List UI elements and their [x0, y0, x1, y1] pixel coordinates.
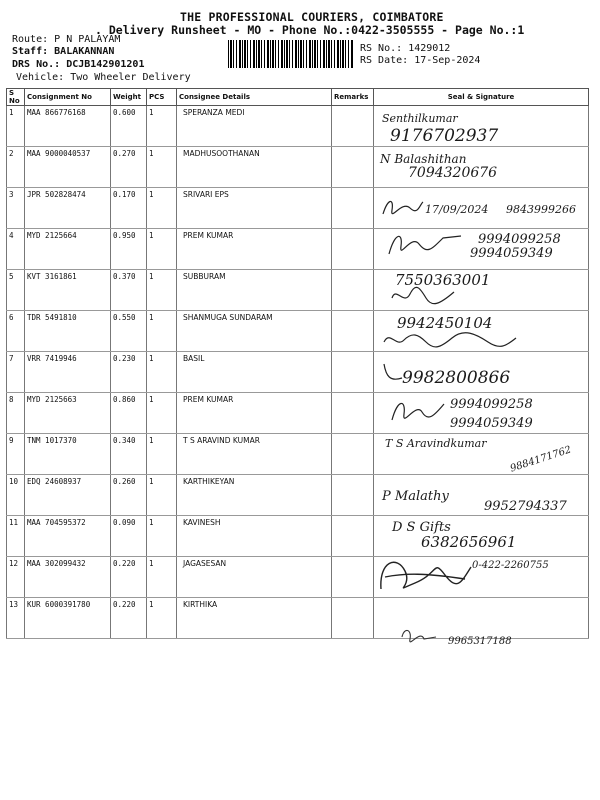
row-consignment-no: MYD 2125663 — [25, 393, 111, 434]
row-pcs: 1 — [147, 147, 177, 188]
table-row — [7, 270, 589, 311]
row-remarks — [332, 311, 374, 352]
scribble-signature — [385, 228, 465, 262]
row-remarks — [332, 229, 374, 270]
vehicle-label: Vehicle: — [16, 72, 65, 83]
route-label: Route: — [12, 34, 49, 45]
row-sno: 3 — [7, 188, 25, 229]
row-sno: 4 — [7, 229, 25, 270]
scribble-signature — [388, 396, 448, 426]
row-sno: 10 — [7, 475, 25, 516]
row-consignee: MADHUSOOTHANAN — [177, 147, 332, 188]
row-sno: 11 — [7, 516, 25, 557]
row-weight: 0.370 — [111, 270, 147, 311]
col-weight: Weight — [111, 89, 147, 106]
row-remarks — [332, 557, 374, 598]
row-remarks — [332, 434, 374, 475]
row-consignee: PREM KUMAR — [177, 393, 332, 434]
row-consignee: SRIVARI EPS — [177, 188, 332, 229]
handwritten-phone: 9994059349 — [470, 246, 553, 261]
staff-line — [12, 46, 114, 57]
row-sno: 13 — [7, 598, 25, 639]
row-weight: 0.600 — [111, 106, 147, 147]
row-weight: 0.340 — [111, 434, 147, 475]
row-pcs: 1 — [147, 106, 177, 147]
scribble-signature — [388, 284, 458, 308]
row-pcs: 1 — [147, 311, 177, 352]
row-weight: 0.550 — [111, 311, 147, 352]
staff-value: BALAKANNAN — [54, 46, 115, 57]
row-pcs: 1 — [147, 188, 177, 229]
scribble-signature — [380, 196, 425, 220]
row-consignee: SPERANZA MEDI — [177, 106, 332, 147]
rs-no-label: RS No.: — [360, 43, 403, 54]
row-consignee: KIRTHIKA — [177, 598, 332, 639]
row-consignment-no: KVT 3161861 — [25, 270, 111, 311]
row-weight: 0.950 — [111, 229, 147, 270]
row-weight: 0.260 — [111, 475, 147, 516]
drs-label: DRS No.: — [12, 59, 61, 70]
row-consignee: JAGASESAN — [177, 557, 332, 598]
row-remarks — [332, 188, 374, 229]
rs-date-line — [360, 55, 480, 66]
table-row — [7, 598, 589, 639]
scribble-signature — [398, 625, 440, 645]
row-remarks — [332, 475, 374, 516]
handwritten-phone: 9994099258 — [478, 232, 561, 247]
handwritten-phone: 9884171762 — [508, 444, 573, 475]
rs-date-label: RS Date: — [360, 55, 409, 66]
row-remarks — [332, 393, 374, 434]
row-consignee: BASIL — [177, 352, 332, 393]
row-consignment-no: MAA 866776168 — [25, 106, 111, 147]
scribble-signature — [375, 553, 475, 599]
row-consignee: SHANMUGA SUNDARAM — [177, 311, 332, 352]
row-sno: 8 — [7, 393, 25, 434]
row-consignment-no: MAA 302099432 — [25, 557, 111, 598]
row-remarks — [332, 106, 374, 147]
row-remarks — [332, 516, 374, 557]
runsheet-subtitle: . Delivery Runsheet - MO - Phone No.:0422-3505555 - Page No.:1 — [95, 23, 525, 37]
row-sno: 2 — [7, 147, 25, 188]
handwritten-phone: 9942450104 — [397, 314, 493, 332]
scribble-signature — [380, 360, 406, 386]
row-consignee: PREM KUMAR — [177, 229, 332, 270]
row-pcs: 1 — [147, 229, 177, 270]
row-remarks — [332, 598, 374, 639]
col-sno: S No — [7, 89, 25, 106]
row-weight: 0.230 — [111, 352, 147, 393]
handwritten-date: 17/09/2024 — [425, 203, 489, 216]
table-row — [7, 106, 589, 147]
row-pcs: 1 — [147, 434, 177, 475]
handwritten-signature: D S Gifts — [392, 520, 451, 535]
handwritten-phone: 9952794337 — [484, 499, 567, 514]
row-pcs: 1 — [147, 352, 177, 393]
row-consignment-no: VRR 7419946 — [25, 352, 111, 393]
handwritten-phone: 9994059349 — [450, 416, 533, 431]
scribble-signature — [380, 328, 520, 352]
row-consignee: T S ARAVIND KUMAR — [177, 434, 332, 475]
row-pcs: 1 — [147, 516, 177, 557]
rs-no-line — [360, 43, 450, 54]
row-consignment-no: TNM 1017370 — [25, 434, 111, 475]
row-consignment-no: MAA 704595372 — [25, 516, 111, 557]
row-weight: 0.860 — [111, 393, 147, 434]
handwritten-phone: 0-422-2260755 — [472, 560, 549, 571]
handwritten-signature: N Balashithan — [380, 152, 467, 166]
handwritten-signature: P Malathy — [382, 489, 449, 504]
route-line — [12, 34, 120, 45]
row-consignment-no: JPR 502828474 — [25, 188, 111, 229]
runsheet-table — [6, 88, 589, 639]
table-row — [7, 147, 589, 188]
row-consignee: KAVINESH — [177, 516, 332, 557]
rs-date-value: 17-Sep-2024 — [414, 55, 481, 66]
col-signature: Seal & Signature — [374, 89, 589, 106]
row-weight: 0.170 — [111, 188, 147, 229]
handwritten-phone: 9176702937 — [390, 126, 499, 146]
row-consignment-no: EDQ 24608937 — [25, 475, 111, 516]
table-header-row — [7, 89, 589, 106]
row-sno: 12 — [7, 557, 25, 598]
row-weight: 0.270 — [111, 147, 147, 188]
handwritten-phone: 9994099258 — [450, 397, 533, 412]
row-sno: 5 — [7, 270, 25, 311]
row-sno: 7 — [7, 352, 25, 393]
row-consignment-no: KUR 6000391780 — [25, 598, 111, 639]
row-pcs: 1 — [147, 393, 177, 434]
row-consignment-no: TDR 5491810 — [25, 311, 111, 352]
company-title: THE PROFESSIONAL COURIERS, COIMBATORE — [180, 10, 444, 24]
row-consignee: SUBBURAM — [177, 270, 332, 311]
handwritten-signature: T S Aravindkumar — [385, 437, 487, 450]
row-sno: 9 — [7, 434, 25, 475]
route-value: P N PALAYAM — [54, 34, 121, 45]
row-remarks — [332, 352, 374, 393]
col-consignee: Consignee Details — [177, 89, 332, 106]
row-weight: 0.220 — [111, 557, 147, 598]
vehicle-value: Two Wheeler Delivery — [70, 72, 191, 83]
handwritten-phone: 7550363001 — [395, 271, 491, 289]
rs-no-value: 1429012 — [408, 43, 451, 54]
drs-value: DCJB142901201 — [66, 59, 145, 70]
row-weight: 0.220 — [111, 598, 147, 639]
row-pcs: 1 — [147, 270, 177, 311]
handwritten-phone: 6382656961 — [421, 533, 517, 551]
col-remarks: Remarks — [332, 89, 374, 106]
handwritten-signature: Senthilkumar — [382, 112, 458, 125]
row-pcs: 1 — [147, 557, 177, 598]
table-row — [7, 188, 589, 229]
row-sno: 6 — [7, 311, 25, 352]
handwritten-phone: 9965317188 — [448, 636, 512, 647]
handwritten-phone: 7094320676 — [408, 165, 498, 181]
col-pcs: PCS — [147, 89, 177, 106]
barcode — [228, 40, 354, 68]
col-consignment: Consignment No — [25, 89, 111, 106]
row-sno: 1 — [7, 106, 25, 147]
row-consignee: KARTHIKEYAN — [177, 475, 332, 516]
table-row — [7, 434, 589, 475]
handwritten-phone: 9982800866 — [402, 368, 511, 388]
row-remarks — [332, 270, 374, 311]
row-pcs: 1 — [147, 598, 177, 639]
row-weight: 0.090 — [111, 516, 147, 557]
row-remarks — [332, 147, 374, 188]
row-pcs: 1 — [147, 475, 177, 516]
drs-line — [12, 59, 144, 70]
handwritten-phone: 9843999266 — [506, 203, 576, 216]
row-consignment-no: MYD 2125664 — [25, 229, 111, 270]
row-consignment-no: MAA 9000040537 — [25, 147, 111, 188]
vehicle-line — [16, 72, 191, 83]
staff-label: Staff: — [12, 46, 49, 57]
